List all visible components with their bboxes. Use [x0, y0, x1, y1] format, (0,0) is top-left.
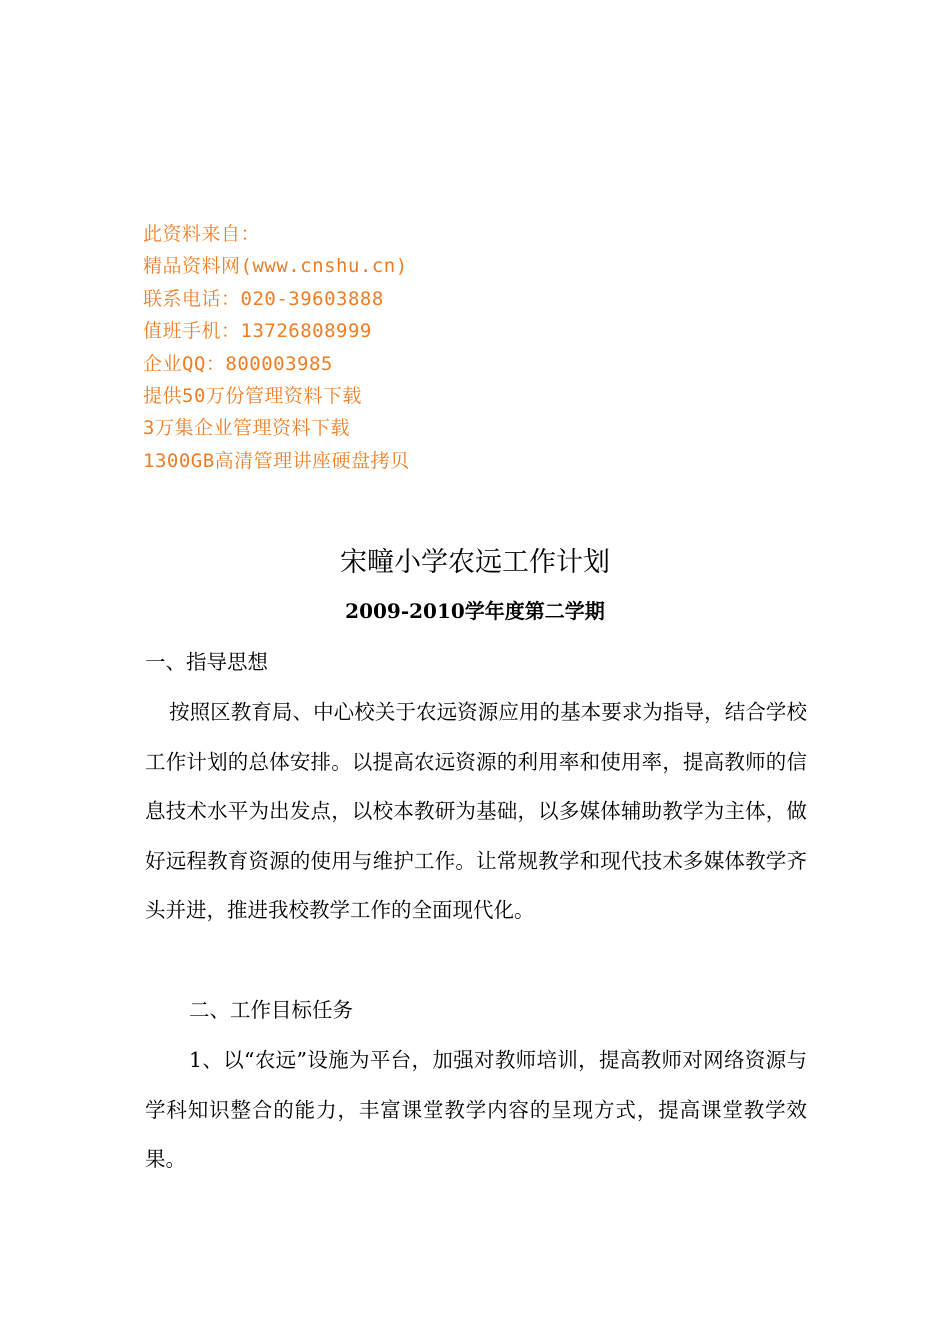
- section-heading-guiding-ideology: 一、指导思想: [145, 650, 268, 674]
- section-paragraph-guiding-ideology: 按照区教育局、中心校关于农远资源应用的基本要求为指导，结合学校工作计划的总体安排。以提高农远资源的利用率和使用率，提高教师的信息技术水平为出发点，以校本教研为基础，以多媒体辅助教学为主体，做好远程教育资源的使用与维护工作。让常规教学和现代技术多媒体教学齐头并进，推进我校教学工作的全面现代化。: [145, 700, 807, 923]
- promo-block: [143, 218, 643, 477]
- promo-source-label: 此资料来自：: [143, 223, 261, 245]
- promo-offer-3: 1300GB高清管理讲座硬盘拷贝: [143, 449, 410, 472]
- section-heading-work-goals: 二、工作目标任务: [189, 998, 353, 1022]
- promo-mobile: 值班手机：13726808999: [143, 320, 372, 343]
- promo-qq: 企业QQ：800003985: [143, 352, 333, 375]
- document-title: 宋疃小学农远工作计划: [340, 547, 610, 578]
- promo-offer-2: 3万集企业管理资料下载: [143, 417, 350, 440]
- promo-phone: 联系电话：020-39603888: [143, 287, 384, 310]
- promo-website: 精品资料网(www.cnshu.cn): [143, 255, 408, 278]
- document-subtitle: 2009-2010学年度第二学期: [345, 599, 605, 623]
- section-item-1: 1、以“农远”设施为平台，加强对教师培训，提高教师对网络资源与学科知识整合的能力，丰富课堂教学内容的呈现方式，提高课堂教学效果。: [145, 1048, 807, 1172]
- promo-offer-1: 提供50万份管理资料下载: [143, 384, 362, 407]
